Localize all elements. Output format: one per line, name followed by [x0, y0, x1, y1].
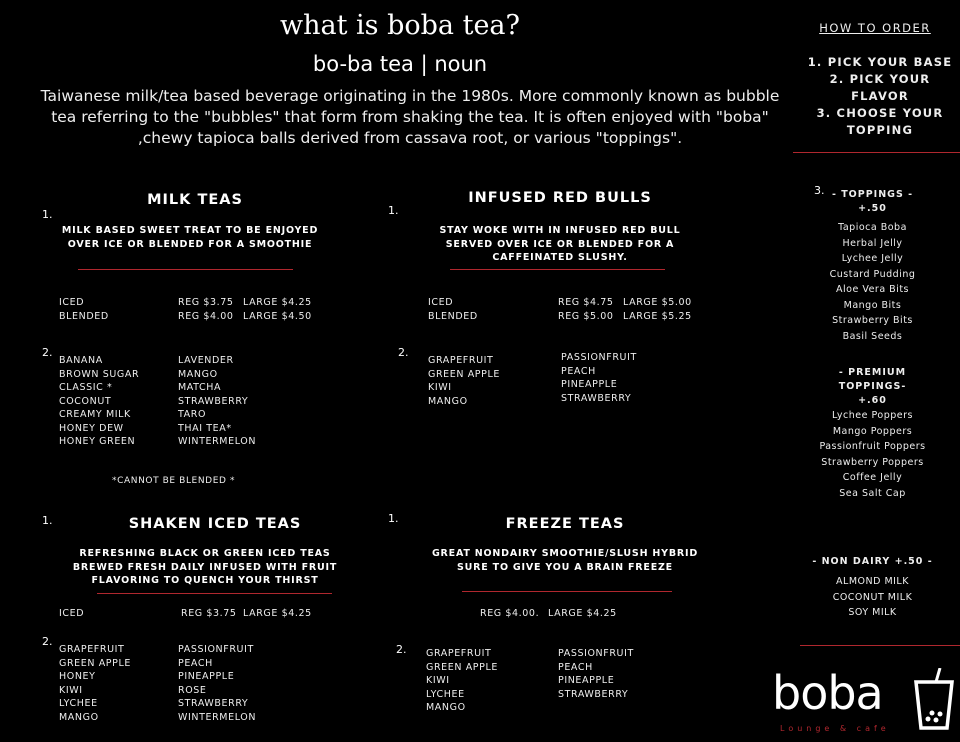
divider	[78, 269, 293, 270]
price-type-column: ICED BLENDED	[59, 297, 109, 322]
step-number: 2.	[42, 635, 53, 648]
how-to-order-heading: HOW TO ORDER	[819, 21, 931, 35]
regular-price-column: REG $3.75 REG $4.00	[178, 297, 234, 322]
shaken-teas-title: SHAKEN ICED TEAS	[128, 516, 302, 532]
blend-note: *CANNOT BE BLENDED *	[112, 476, 236, 486]
logo-wordmark: boba	[772, 666, 883, 720]
step-number: 2.	[42, 346, 53, 359]
page-subtitle: bo-ba tea | noun	[312, 52, 488, 76]
step-number: 3.	[814, 184, 825, 197]
step-number: 2.	[398, 346, 409, 359]
divider	[800, 645, 960, 646]
boba-lounge-logo	[772, 666, 958, 738]
flavor-list-right: PASSIONFRUIT PEACH PINEAPPLE STRAWBERRY	[558, 648, 634, 700]
large-price-column: LARGE $4.25	[243, 608, 312, 619]
red-bulls-description: STAY WOKE WITH IN INFUSED RED BULL SERVED OVER ICE OR BLENDED FOR A CAFFEINATED SLUSHY.	[439, 225, 681, 263]
freeze-teas-description: GREAT NONDAIRY SMOOTHIE/SLUSH HYBRID SURE TO GIVE YOU A BRAIN FREEZE	[431, 548, 699, 573]
price-type-column: ICED	[59, 608, 85, 619]
step-number: 1.	[388, 204, 399, 217]
regular-price-column: REG $4.75 REG $5.00	[558, 297, 614, 322]
boba-cup-icon	[912, 668, 956, 730]
milk-teas-description: MILK BASED SWEET TREAT TO BE ENJOYED OVER ICE OR BLENDED FOR A SMOOTHIE	[61, 225, 319, 250]
flavor-list-left: GRAPEFRUIT GREEN APPLE KIWI MANGO	[428, 355, 500, 407]
regular-price: REG $4.00.	[480, 608, 540, 619]
order-steps: 1. PICK YOUR BASE 2. PICK YOUR FLAVOR 3. CHOOSE YOUR TOPPING	[807, 55, 953, 137]
toppings-heading: - TOPPINGS - +.50	[831, 189, 914, 214]
premium-toppings-heading: - PREMIUM TOPPINGS- +.60	[838, 367, 907, 406]
large-price-column: LARGE $5.00 LARGE $5.25	[623, 297, 692, 322]
step-number: 2.	[396, 643, 407, 656]
step-number: 1.	[42, 208, 53, 221]
flavor-list-right: LAVENDER MANGO MATCHA STRAWBERRY TARO THAI TEA* WINTERMELON	[178, 355, 257, 447]
price-type-column: ICED BLENDED	[428, 297, 478, 322]
logo-tagline: Lounge & cafe	[780, 724, 890, 733]
flavor-list-right: PASSIONFRUIT PEACH PINEAPPLE ROSE STRAWBERRY WINTERMELON	[178, 644, 257, 723]
freeze-teas-title: FREEZE TEAS	[505, 516, 625, 532]
divider	[462, 591, 672, 592]
step-number: 1.	[42, 514, 53, 527]
boba-description: Taiwanese milk/tea based beverage originating in the 1980s. More commonly known as bubble tea referring to the "bubbles" that form from shaking the tea. It is often enjoyed with "boba" ,chewy tapioca balls derived from cassava root, or various "toppings".	[40, 87, 780, 147]
step-number: 1.	[388, 512, 399, 525]
divider	[97, 593, 332, 594]
divider	[793, 152, 960, 153]
flavor-list-left: GRAPEFRUIT GREEN APPLE HONEY KIWI LYCHEE MANGO	[59, 644, 131, 723]
non-dairy-list: ALMOND MILK COCONUT MILK SOY MILK	[832, 576, 913, 618]
shaken-teas-description: REFRESHING BLACK OR GREEN ICED TEAS BREWED FRESH DAILY INFUSED WITH FRUIT FLAVORING TO QUENCH YOUR THIRST	[72, 548, 338, 586]
non-dairy-heading: - NON DAIRY +.50 -	[812, 556, 933, 567]
red-bulls-title: INFUSED RED BULLS	[468, 190, 652, 206]
divider	[450, 269, 665, 270]
toppings-list: Tapioca Boba Herbal Jelly Lychee Jelly Custard Pudding Aloe Vera Bits Mango Bits Strawberry Bits Basil Seeds	[829, 222, 916, 342]
large-price: LARGE $4.25	[548, 608, 617, 619]
milk-teas-title: MILK TEAS	[147, 192, 243, 208]
regular-price-column: REG $3.75	[181, 608, 237, 619]
large-price-column: LARGE $4.25 LARGE $4.50	[243, 297, 312, 322]
flavor-list-left: BANANA BROWN SUGAR CLASSIC * COCONUT CREAMY MILK HONEY DEW HONEY GREEN	[59, 355, 140, 447]
premium-toppings-list: Lychee Poppers Mango Poppers Passionfruit Poppers Strawberry Poppers Coffee Jelly Sea Salt Cap	[819, 410, 926, 499]
page-title: what is boba tea?	[279, 10, 520, 41]
flavor-list-right: PASSIONFRUIT PEACH PINEAPPLE STRAWBERRY	[561, 352, 637, 404]
flavor-list-left: GRAPEFRUIT GREEN APPLE KIWI LYCHEE MANGO	[426, 648, 498, 713]
